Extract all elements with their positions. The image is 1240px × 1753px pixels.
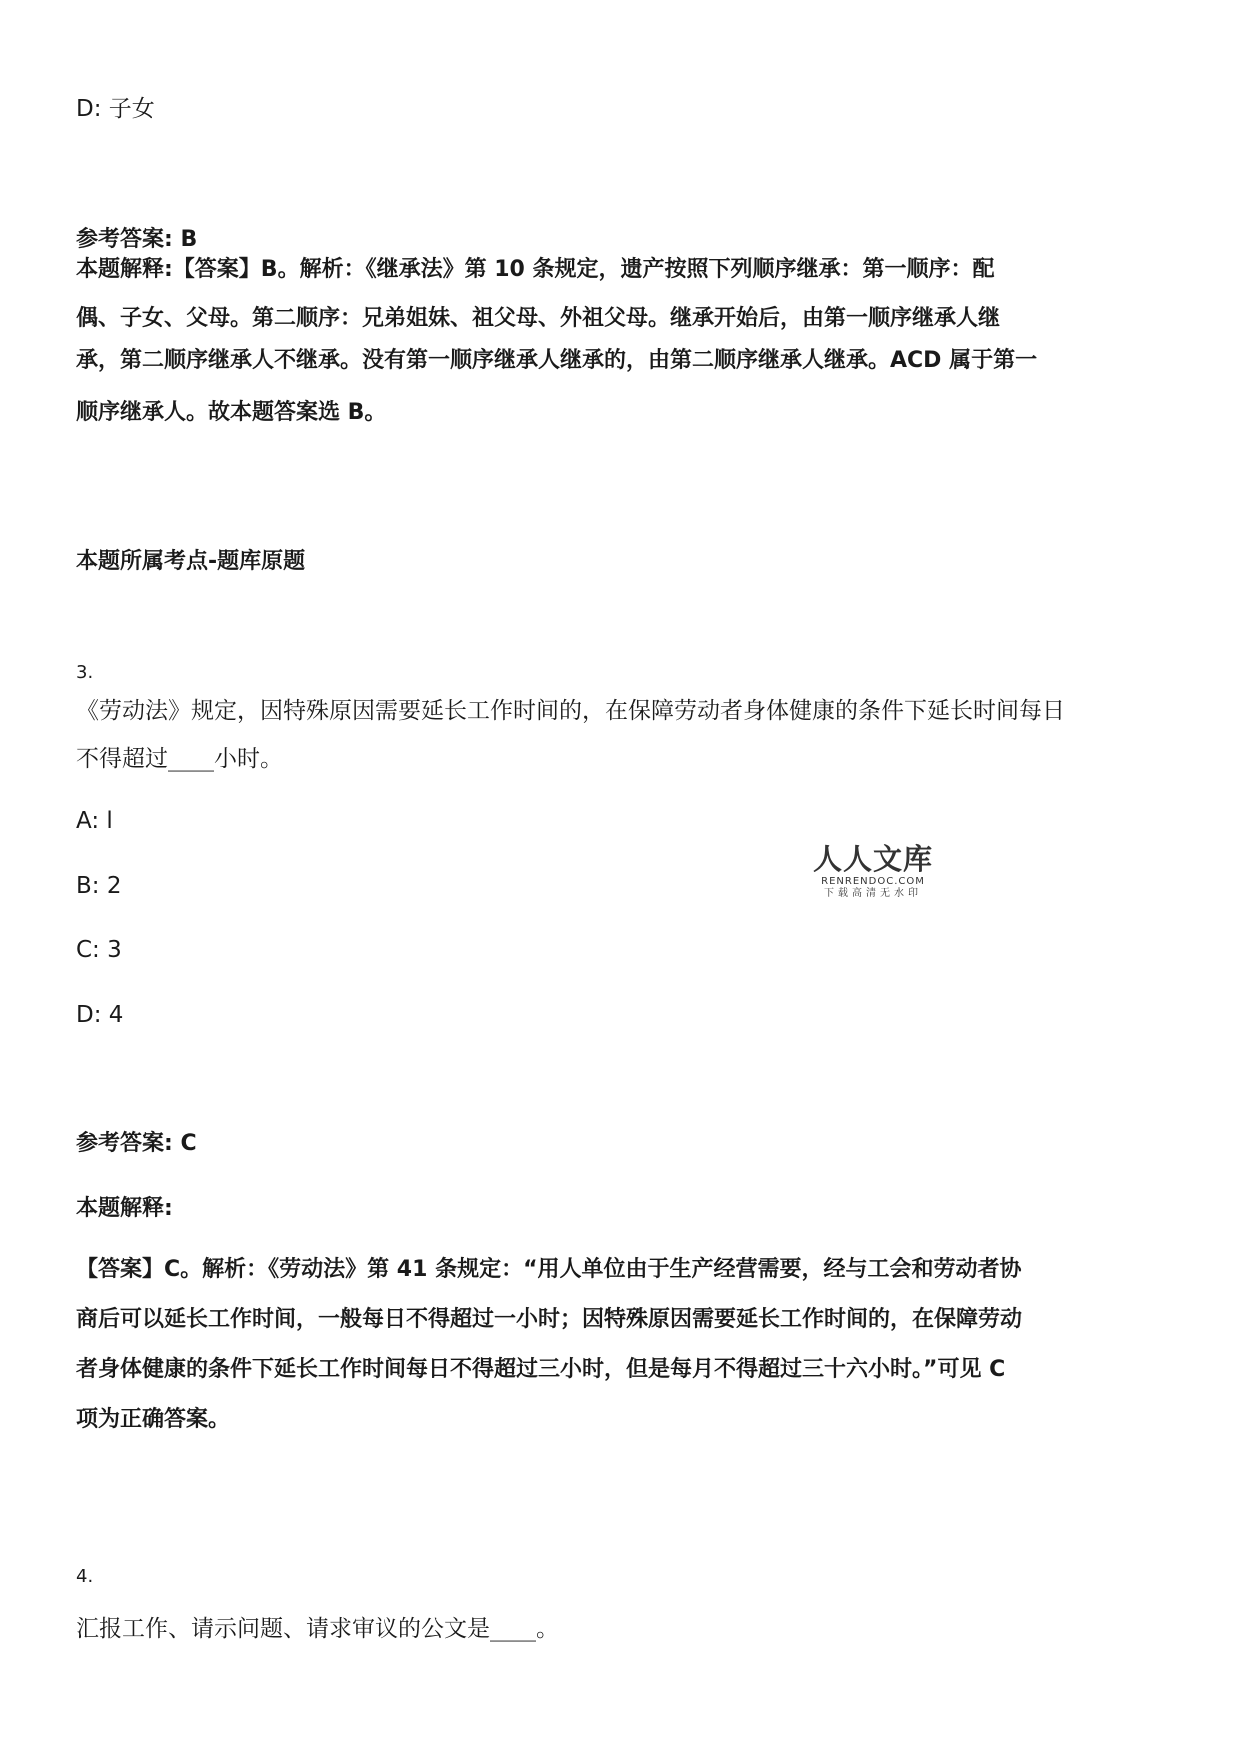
q3-option-b: B: 2 bbox=[76, 873, 122, 899]
q3-option-c: C: 3 bbox=[76, 937, 122, 963]
q3-option-d: D: 4 bbox=[76, 1002, 124, 1028]
watermark-logo bbox=[806, 842, 940, 900]
q2-option-d: D: 子女 bbox=[76, 96, 155, 122]
watermark-domain: RENRENDOC.COM bbox=[821, 876, 925, 887]
q3-stem-line: 不得超过____小时。 bbox=[76, 746, 283, 772]
q4-number: 4. bbox=[76, 1566, 94, 1587]
q3-explanation-label: 本题解释: bbox=[76, 1196, 173, 1221]
q3-option-a: A: l bbox=[76, 808, 113, 834]
q3-explanation-line: 者身体健康的条件下延长工作时间每日不得超过三小时，但是每月不得超过三十六小时。”可见 C bbox=[76, 1357, 1006, 1382]
q2-topic: 本题所属考点-题库原题 bbox=[76, 549, 306, 574]
q3-explanation-line: 商后可以延长工作时间，一般每日不得超过一小时；因特殊原因需要延长工作时间的，在保障劳动 bbox=[76, 1307, 1023, 1332]
q3-stem-line: 《劳动法》规定，因特殊原因需要延长工作时间的，在保障劳动者身体健康的条件下延长时间每日 bbox=[76, 698, 1065, 724]
watermark-tagline: 下载高清无水印 bbox=[824, 888, 922, 899]
q2-explanation-line: 承，第二顺序继承人不继承。没有第一顺序继承人继承的，由第二顺序继承人继承。ACD 属于第一 bbox=[76, 348, 1038, 373]
q2-explanation-line: 偶、子女、父母。第二顺序：兄弟姐妹、祖父母、外祖父母。继承开始后，由第一顺序继承人继 bbox=[76, 306, 1001, 331]
q2-explanation-line: 本题解释:【答案】B。解析：《继承法》第 10 条规定，遗产按照下列顺序继承：第一顺序：配 bbox=[76, 257, 995, 282]
q2-explanation-line: 顺序继承人。故本题答案选 B。 bbox=[76, 400, 387, 425]
q3-answer: 参考答案: C bbox=[76, 1131, 197, 1156]
watermark-title: 人人文库 bbox=[812, 842, 933, 876]
q3-explanation-line: 【答案】C。解析：《劳动法》第 41 条规定：“用人单位由于生产经营需要，经与工会和劳动者协 bbox=[76, 1257, 1022, 1282]
q3-explanation bbox=[76, 1254, 1172, 1436]
q4-stem: 汇报工作、请示问题、请求审议的公文是____。 bbox=[76, 1616, 559, 1642]
q2-answer: 参考答案: B bbox=[76, 227, 198, 252]
q3-explanation-line: 项为正确答案。 bbox=[76, 1407, 231, 1432]
q2-explanation bbox=[76, 254, 1172, 429]
q3-number: 3. bbox=[76, 662, 94, 683]
